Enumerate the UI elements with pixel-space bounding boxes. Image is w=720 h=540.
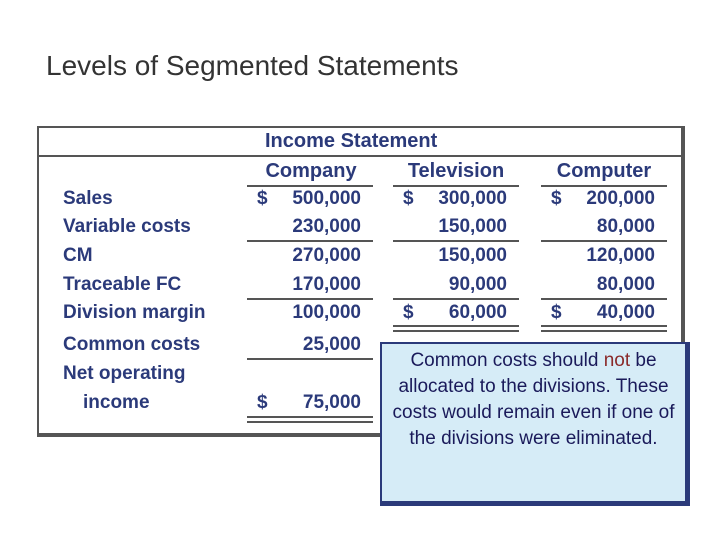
rule-company-cm bbox=[247, 240, 373, 242]
double-rule-computer-margin bbox=[541, 325, 667, 332]
cell-television-traceable-fc: 90,000 bbox=[448, 274, 507, 295]
row-label-variable-costs: Variable costs bbox=[63, 216, 191, 237]
rule-television-header bbox=[393, 185, 519, 187]
double-rule-company-total bbox=[247, 416, 373, 423]
callout-emphasis: not bbox=[603, 350, 631, 371]
column-header-computer: Computer bbox=[556, 160, 652, 182]
callout-text-before: Common costs should bbox=[410, 350, 604, 371]
rule-computer-cm bbox=[541, 240, 667, 242]
cell-television-sales: 300,000 bbox=[438, 188, 507, 209]
slide-title: Levels of Segmented Statements bbox=[46, 50, 459, 81]
cell-company-sales: 500,000 bbox=[292, 188, 361, 209]
statement-title: Income Statement bbox=[265, 130, 438, 152]
cell-computer-traceable-fc: 80,000 bbox=[596, 274, 655, 295]
row-label-income: income bbox=[83, 392, 150, 413]
rule-computer-division-margin bbox=[541, 298, 667, 300]
rule-company-header bbox=[247, 185, 373, 187]
cell-television-division-margin: 60,000 bbox=[448, 302, 507, 323]
rule-television-cm bbox=[393, 240, 519, 242]
dollar-sign: $ bbox=[403, 302, 414, 323]
header-divider bbox=[39, 155, 681, 157]
column-header-company: Company bbox=[265, 160, 357, 182]
double-rule-television-margin bbox=[393, 325, 519, 332]
cell-television-cm: 150,000 bbox=[438, 245, 507, 266]
cell-computer-variable-costs: 80,000 bbox=[596, 216, 655, 237]
cell-company-cm: 270,000 bbox=[292, 245, 361, 266]
callout-box bbox=[380, 342, 690, 506]
rule-computer-header bbox=[541, 185, 667, 187]
cell-company-variable-costs: 230,000 bbox=[292, 216, 361, 237]
row-label-sales: Sales bbox=[63, 188, 113, 209]
cell-computer-division-margin: 40,000 bbox=[596, 302, 655, 323]
rule-company-division-margin bbox=[247, 298, 373, 300]
cell-company-traceable-fc: 170,000 bbox=[292, 274, 361, 295]
rule-company-net-income bbox=[247, 358, 373, 360]
row-label-net-operating: Net operating bbox=[63, 363, 186, 384]
dollar-sign: $ bbox=[403, 188, 414, 209]
callout-text-after: be allocated to the divisions. These costs would remain even if one of the divisions were eliminated. bbox=[392, 350, 675, 449]
dollar-sign: $ bbox=[257, 392, 268, 413]
row-label-common-costs: Common costs bbox=[63, 334, 201, 355]
row-label-division-margin: Division margin bbox=[63, 302, 206, 323]
dollar-sign: $ bbox=[551, 302, 562, 323]
cell-television-variable-costs: 150,000 bbox=[438, 216, 507, 237]
row-label-cm: CM bbox=[63, 245, 93, 266]
cell-company-common-costs: 25,000 bbox=[302, 334, 361, 355]
rule-television-division-margin bbox=[393, 298, 519, 300]
cell-computer-cm: 120,000 bbox=[586, 245, 655, 266]
row-label-traceable-fc: Traceable FC bbox=[63, 274, 182, 295]
cell-computer-sales: 200,000 bbox=[586, 188, 655, 209]
cell-company-net-operating-income: 75,000 bbox=[302, 392, 361, 413]
column-header-television: Television bbox=[407, 160, 505, 182]
cell-company-division-margin: 100,000 bbox=[292, 302, 361, 323]
dollar-sign: $ bbox=[551, 188, 562, 209]
dollar-sign: $ bbox=[257, 188, 268, 209]
